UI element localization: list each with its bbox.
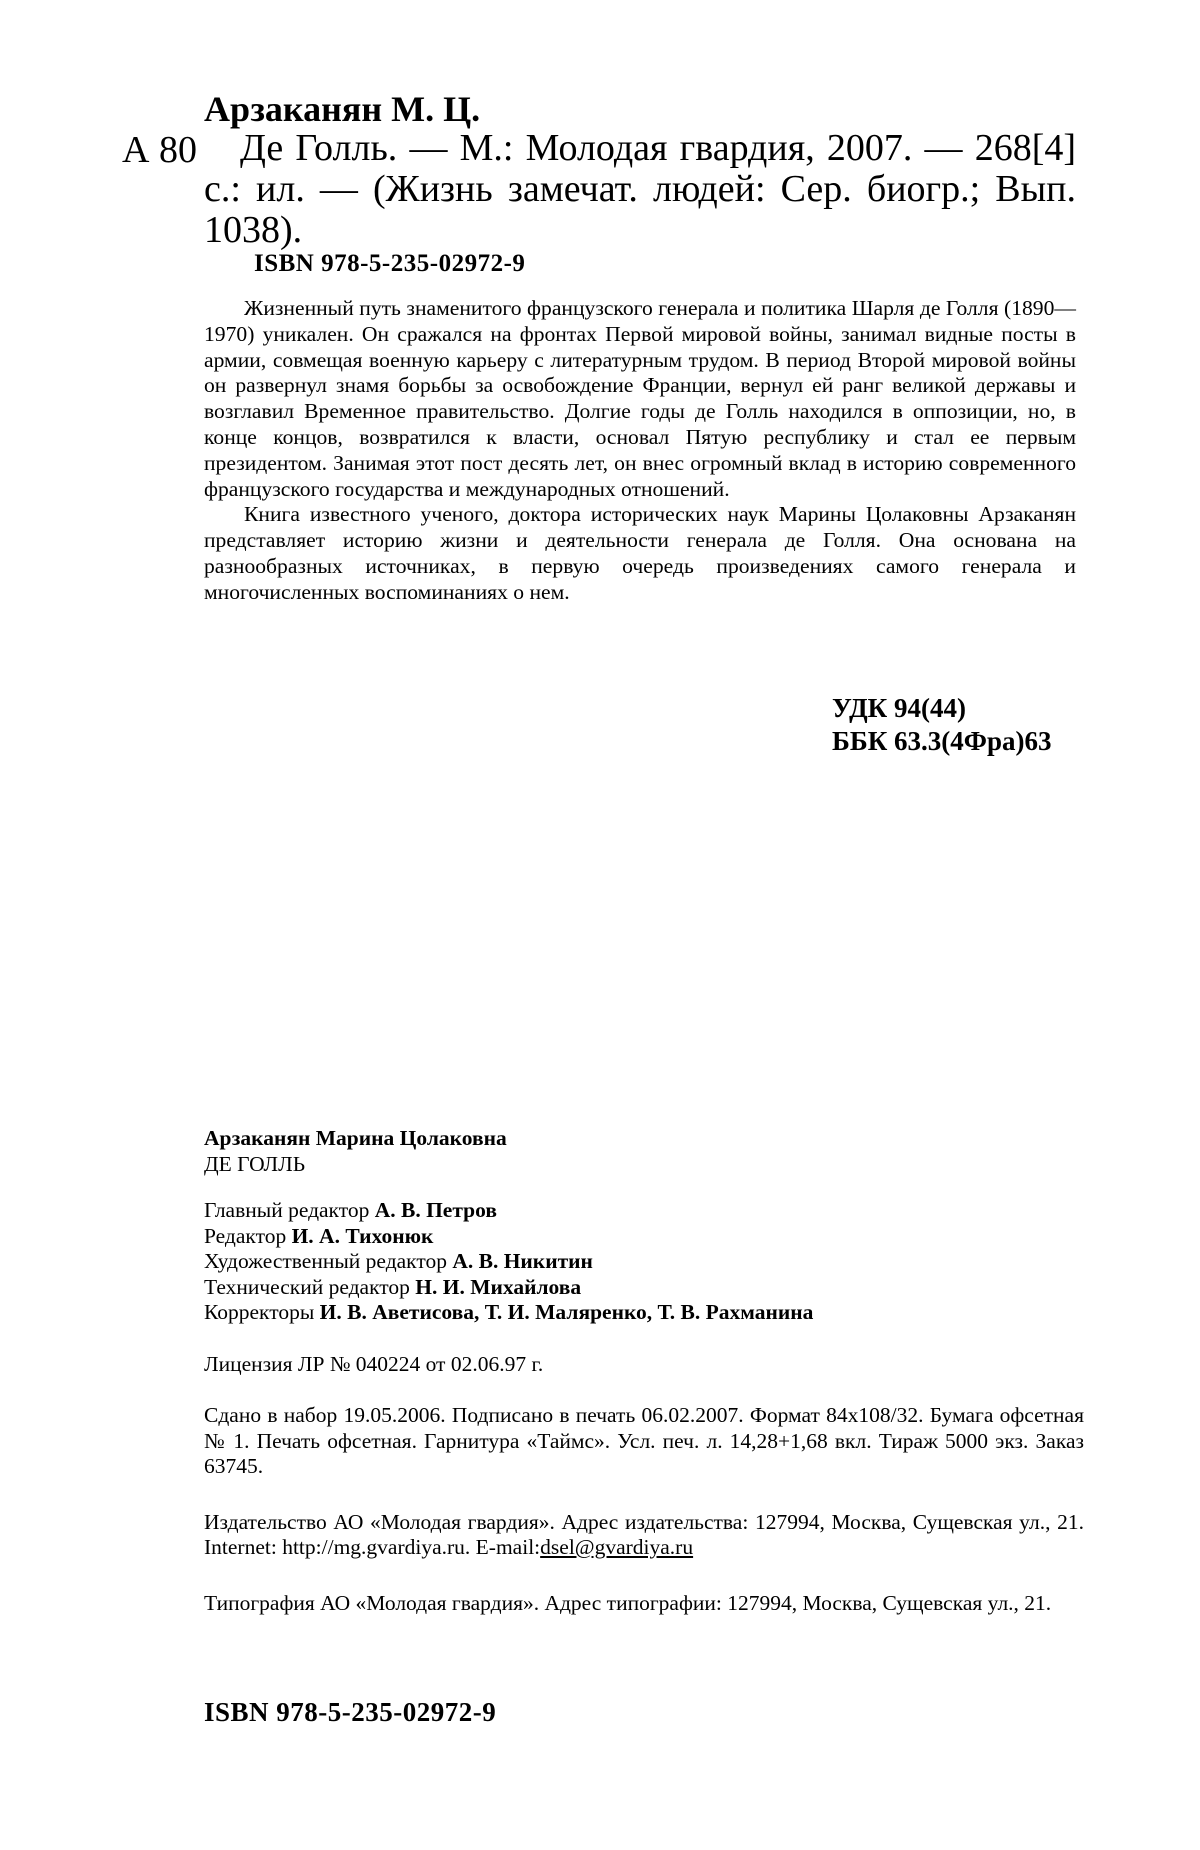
publisher-info [204,1510,1084,1561]
bbk-code: ББК 63.3(4Фра)63 [832,725,1051,758]
staff-name: А. В. Никитин [452,1249,593,1273]
staff-line [204,1249,1084,1275]
staff-line [204,1300,1084,1326]
print-info: Сдано в набор 19.05.2006. Подписано в печать 06.02.2007. Формат 84x108/32. Бумага офсетная № 1. Печать офсетная. Гарнитура «Таймс». Усл. печ. л. 14,28+1,68 вкл. Тираж 5000 экз. Заказ 63745. [204,1403,1084,1480]
bibliographic-description: Де Голль. — М.: Молодая гвардия, 2007. — 268[4] с.: ил. — (Жизнь замечат. людей: Сер. биогр.; Вып. 1038). [204,128,1076,251]
staff-role: Главный редактор [204,1198,369,1222]
isbn-top: ISBN 978-5-235-02972-9 [254,250,525,278]
catalog-code: А 80 [122,128,197,172]
license-line: Лицензия ЛР № 040224 от 02.06.97 г. [204,1352,1084,1378]
author-heading: Арзаканян М. Ц. [204,88,480,130]
imprint-block [204,1126,1084,1616]
staff-line [204,1198,1084,1224]
imprint-title: ДЕ ГОЛЛЬ [204,1152,1084,1178]
publisher-address: Издательство АО «Молодая гвардия». Адрес издательства: 127994, Москва, Сущевская ул., 21. Internet: http://mg.gvardiya.ru. E-mail: [204,1510,1084,1560]
imprint-author: Арзаканян Марина Цолаковна [204,1126,1084,1152]
staff-role: Корректоры [204,1300,314,1324]
annotation-paragraph: Книга известного ученого, доктора исторических наук Марины Цолаковны Арзаканян представляет историю жизни и деятельности генерала де Голля. Она основана на разнообразных источниках, в первую очередь произведениях самого генерала и многочисленных воспоминаниях о нем. [204,502,1076,605]
staff-name: А. В. Петров [375,1198,497,1222]
staff-line [204,1224,1084,1250]
annotation [204,296,1076,606]
staff-role: Технический редактор [204,1275,410,1299]
staff-role: Художественный редактор [204,1249,447,1273]
printer-info: Типография АО «Молодая гвардия». Адрес типографии: 127994, Москва, Сущевская ул., 21. [204,1591,1084,1617]
classification [832,692,1051,758]
udk-code: УДК 94(44) [832,692,1051,725]
staff-name: Н. И. Михайлова [415,1275,581,1299]
email-link[interactable]: dsel@gvardiya.ru [540,1535,693,1559]
isbn-bottom: ISBN 978-5-235-02972-9 [204,1697,496,1728]
staff-name: И. В. Аветисова, Т. И. Маляренко, Т. В. Рахманина [320,1300,814,1324]
annotation-paragraph: Жизненный путь знаменитого французского генерала и политика Шарля де Голля (1890—1970) уникален. Он сражался на фронтах Первой мировой войны, занимал видные посты в армии, совмещая военную карьеру с литературным трудом. В период Второй мировой войны он развернул знамя борьбы за освобождение Франции, вернул ей ранг великой державы и возглавил Временное правительство. Долгие годы де Голль находился в оппозиции, но, в конце концов, возвратился к власти, основал Пятую республику и стал ее первым президентом. Занимая этот пост десять лет, он внес огромный вклад в историю современного французского государства и международных отношений. [204,296,1076,502]
staff-name: И. А. Тихонюк [292,1224,434,1248]
staff-line [204,1275,1084,1301]
staff-role: Редактор [204,1224,286,1248]
